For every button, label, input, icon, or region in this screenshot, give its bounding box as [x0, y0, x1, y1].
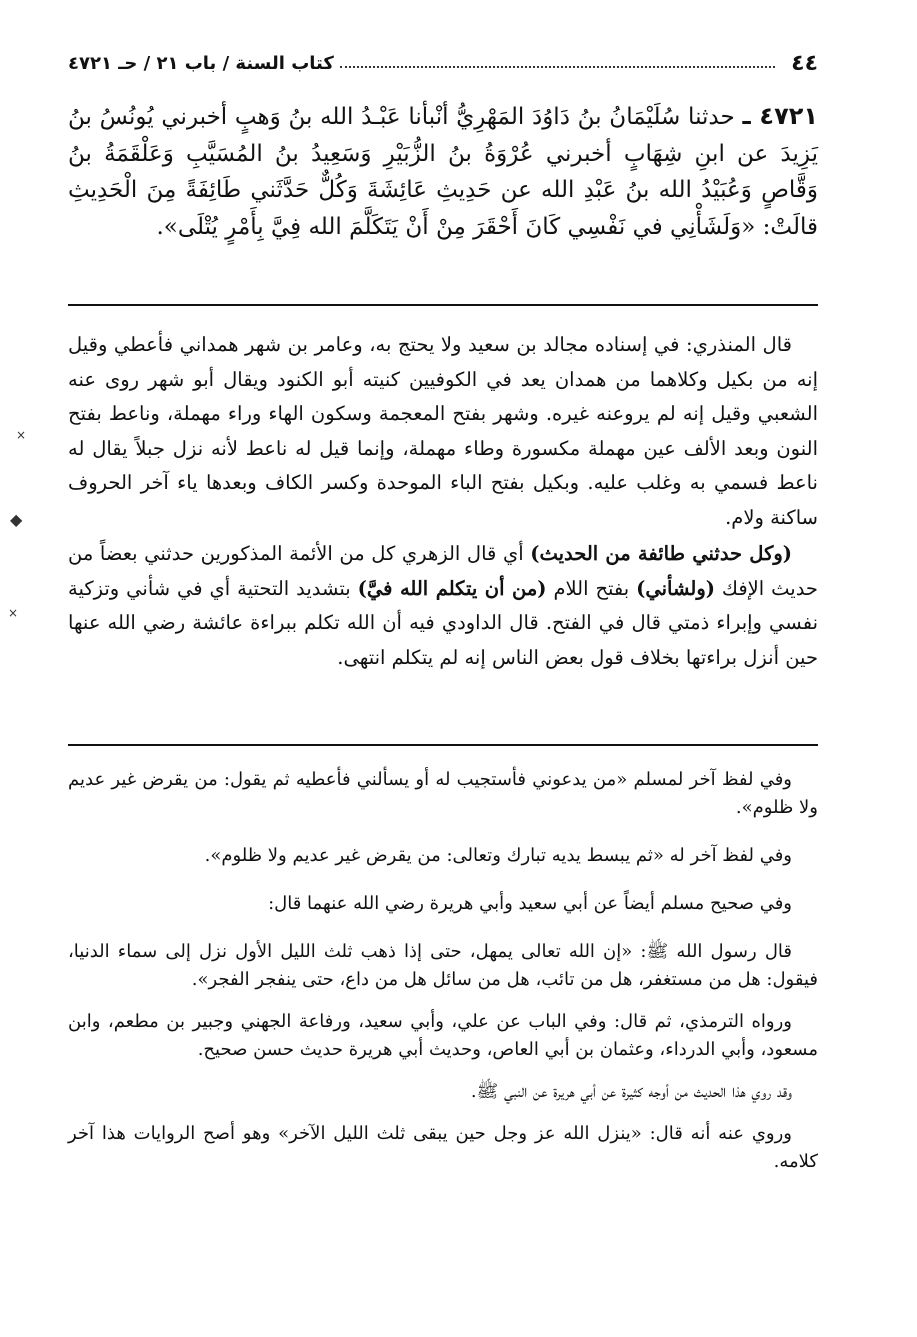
- margin-speck: ◆: [10, 510, 23, 529]
- divider-rule-2: [68, 744, 818, 746]
- divider-rule-1: [68, 304, 818, 306]
- commentary-paragraph-2: [68, 537, 818, 675]
- margin-speck: ×: [8, 606, 19, 620]
- commentary-quote-lead: (وكل حدثني طائفة من الحديث): [530, 542, 792, 565]
- commentary-block: [68, 328, 818, 675]
- document-page: [68, 36, 818, 1306]
- commentary-quote-b: (ولشأني): [636, 576, 715, 600]
- page-header: [68, 46, 818, 80]
- commentary-text-e: بتشديد التحتية أي في شأني وتزكية نفسي وإبراء ذمتي قال في الفتح. قال الداودي فيه أن الله تكلم ببراءة عائشة رضي الله عنها حين أنزل براءتها بخلاف قول بعض الناس إنه لم يتكلم انتهى.: [68, 576, 818, 669]
- commentary-quote-d: (من أن يتكلم الله فيَّ): [357, 576, 547, 600]
- hadith-text-block: [68, 98, 818, 245]
- note-paragraph-5: ورواه الترمذي، ثم قال: وفي الباب عن علي، وأبي سعيد، ورفاعة الجهني وجبير بن مطعم، وابن مسعود، وأبي الدرداء، وعثمان بن أبي العاص، وحديث أبي هريرة حديث حسن صحيح.: [68, 1011, 818, 1060]
- commentary-text-a: أي قال الزهري كل من الأئمة المذكورين حدثني بعضاً من حديث الإفك: [68, 542, 818, 600]
- note-paragraph-3: وفي صحيح مسلم أيضاً عن أبي سعيد وأبي هريرة رضي الله عنهما قال:: [268, 893, 792, 914]
- notes-block: [68, 766, 818, 1196]
- hadith-number: ٤٧٢١ ـ: [742, 102, 819, 130]
- note-paragraph-4: قال رسول الله ﷺ: «إن الله تعالى يمهل، حتى إذا ذهب ثلث الليل الأول نزل إلى سماء الدنيا، فيقول: هل من مستغفر، هل من تائب، هل من سائل هل من داع، حتى ينفجر الفجر».: [68, 941, 818, 990]
- hadith-text: حدثنا سُلَيْمَانُ بنُ دَاوُدَ المَهْرِيُّ أنْبأنا عَبْـدُ الله بنُ وَهبٍ أخبرني يُونُسُ بنُ يَزِيدَ عن ابنِ شِهَابٍ أخبرني عُرْوَةُ بنُ الزُّبَيْرِ وَسَعِيدُ بنُ المُسَيَّبِ وَعَلْقَمَةُ بنُ وَقَّاصٍ وَعُبَيْدُ الله بنُ عَبْدِ الله عن حَدِيثِ عَائِشَةَ وَكُلٌّ حَدَّثَني طَائِفَةً مِنَ الْحَدِيثِ قالَتْ: «وَلَشَأْنِي في نَفْسِي كَانَ أَحْقَرَ مِنْ أَنْ يَتَكَلَّمَ الله فِيَّ بِأَمْرٍ يُتْلَى».: [68, 104, 818, 240]
- note-paragraph-6: وقد روي هذا الحديث من أوجه كثيرة عن أبي هريرة عن النبي ﷺ.: [470, 1081, 792, 1102]
- note-paragraph-2: وفي لفظ آخر له «ثم يبسط يديه تبارك وتعالى: من يقرض غير عديم ولا ظلوم».: [204, 845, 792, 866]
- commentary-paragraph-1: قال المنذري: في إسناده مجالد بن سعيد ولا يحتج به، وعامر بن شهر همداني فأعطي وقيل إنه من بكيل وكلاهما من همدان يعد في الكوفيين كنيته أبو الكنود ويقال أبو شهر روى عنه الشعبي وقيل إنه لم يروعنه غيره. وشهر بفتح المعجمة وسكون الهاء وراء مهملة، وناعط بفتح النون وبعد الألف عين مهملة مكسورة وطاء مهملة، وإنما قيل له ناعط لأنه نزل جبلاً يقال له ناعط فسمي به وغلب عليه. وبكيل بفتح الباء الموحدة وكسر الكاف وبعدها ياء آخر الحروف ساكنة ولام.: [68, 333, 818, 529]
- note-paragraph-7: وروي عنه أنه قال: «ينزل الله عز وجل حين يبقى ثلث الليل الآخر» وهو أصح الروايات هذا آخر كلامه.: [68, 1123, 818, 1172]
- page-number: ٤٤: [791, 50, 818, 76]
- margin-speck: ×: [16, 428, 27, 442]
- commentary-text-c: بفتح اللام: [546, 576, 637, 600]
- note-paragraph-1: وفي لفظ آخر لمسلم «من يدعوني فأستجيب له أو يسألني فأعطيه ثم يقول: من يقرض غير عديم ولا ظلوم».: [68, 769, 818, 818]
- running-title: كتاب السنة / باب ٢١ / حـ ٤٧٢١: [68, 52, 334, 74]
- header-dotted-leader: [340, 66, 775, 68]
